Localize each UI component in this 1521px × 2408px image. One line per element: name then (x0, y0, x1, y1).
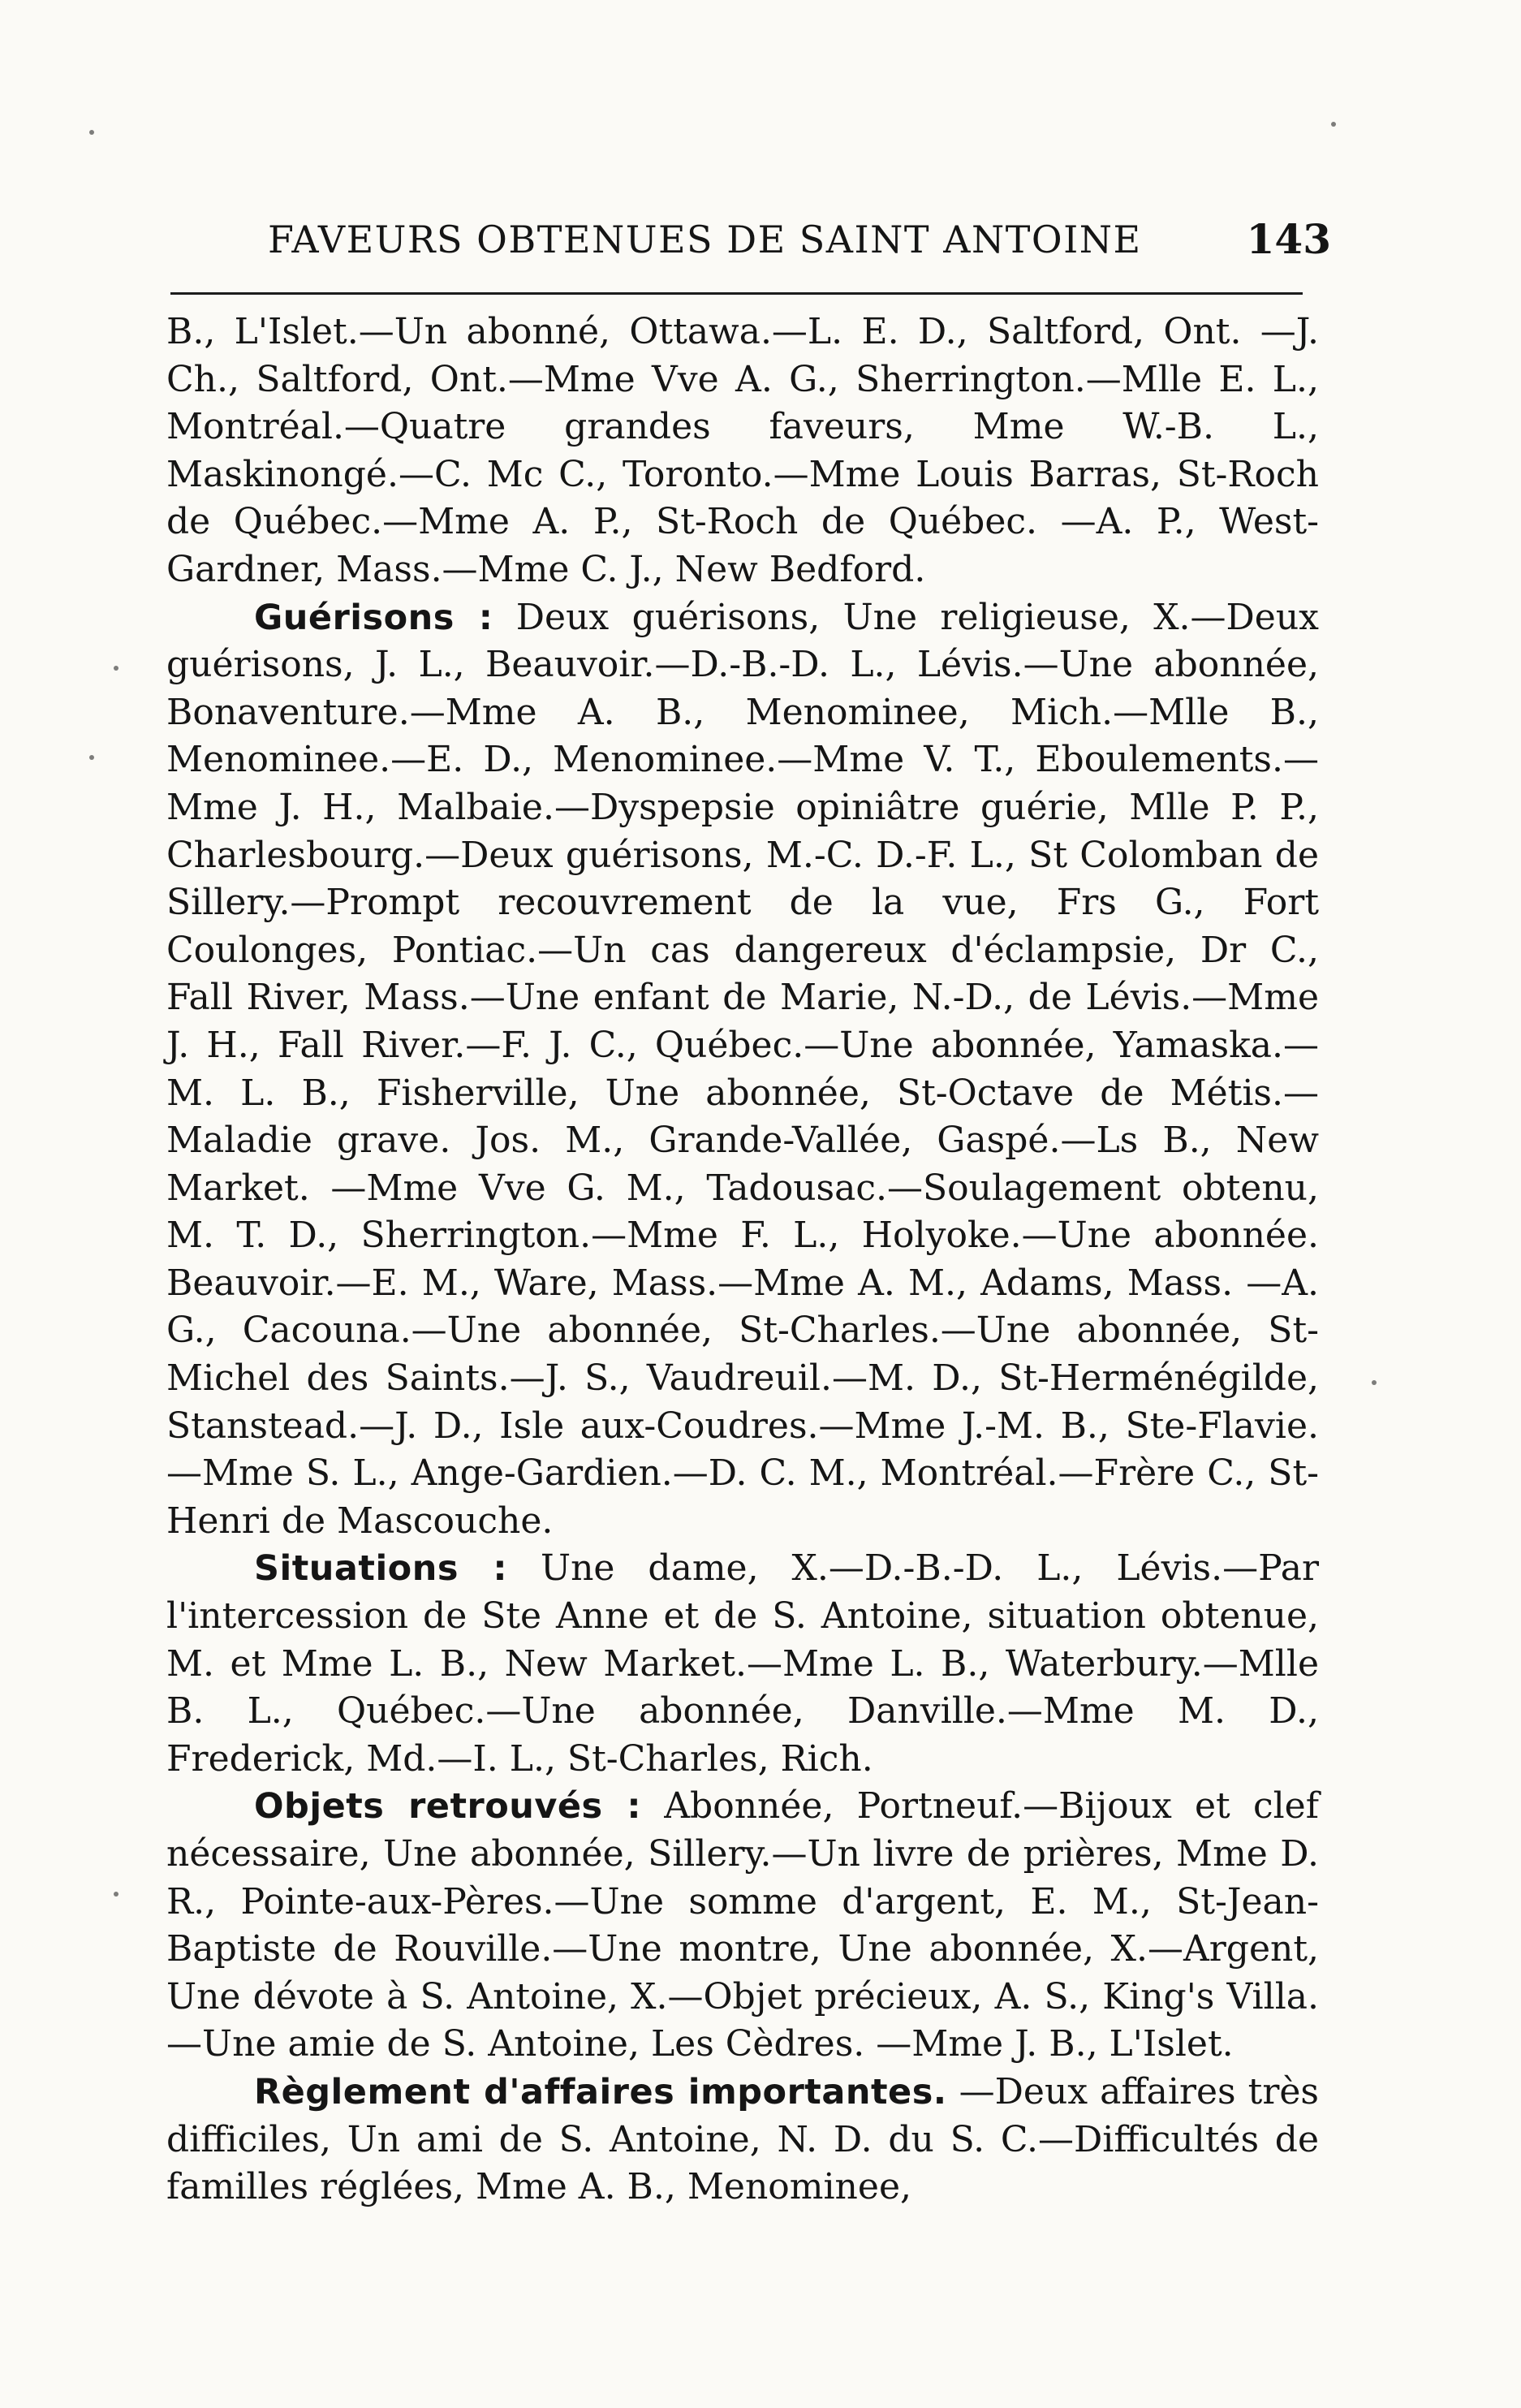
print-speck (1372, 1380, 1377, 1385)
section-text: Abonnée, Portneuf.—Bijoux et clef nécessaire, Une abonnée, Sillery.—Un livre de prières, Mme D. R., Pointe-aux-Pères.—Une somme d'argent, E. M., St-Jean-Baptiste de Rouville.—Une montre, Une abonnée, X.—Argent, Une dévote à S. Antoine, X.—Objet précieux, A. S., King's Villa.—Une amie de S. Antoine, Les Cèdres. —Mme J. B., L'Islet. (166, 1785, 1319, 2065)
section-text: B., L'Islet.—Un abonné, Ottawa.—L. E. D., Saltford, Ont. —J. Ch., Saltford, Ont.—Mme Vve A. G., Sherrington.—Mlle E. L., Montréal.—Quatre grandes faveurs, Mme W.-B. L., Maskinongé.—C. Mc C., Toronto.—Mme Louis Barras, St-Roch de Québec.—Mme A. P., St-Roch de Québec. —A. P., West-Gardner, Mass.—Mme C. J., New Bedford. (166, 311, 1319, 590)
section-heading: Règlement d'affaires importantes. (254, 2071, 947, 2112)
page-number: 143 (1246, 215, 1331, 263)
print-speck (114, 1892, 118, 1897)
page-header (268, 215, 1331, 272)
header-rule (170, 292, 1303, 295)
section-text: Deux guérisons, Une religieuse, X.—Deux guérisons, J. L., Beauvoir.—D.-B.-D. L., Lévis.—Une abonnée, Bonaventure.—Mme A. B., Menominee, Mich.—Mlle B., Menominee.—E. D., Menominee.—Mme V. T., Eboulements.—Mme J. H., Malbaie.—Dyspepsie opiniâtre guérie, Mlle P. P., Charlesbourg.—Deux guérisons, M.-C. D.-F. L., St Colomban de Sillery.—Prompt recouvrement de la vue, Frs G., Fort Coulonges, Pontiac.—Un cas dangereux d'éclampsie, Dr C., Fall River, Mass.—Une enfant de Marie, N.-D., de Lévis.—Mme J. H., Fall River.—F. J. C., Québec.—Une abonnée, Yamaska.—M. L. B., Fisherville, Une abonnée, St-Octave de Métis.—Maladie grave. Jos. M., Grande-Vallée, Gaspé.—Ls B., New Market. —Mme Vve G. M., Tadousac.—Soulagement obtenu, M. T. D., Sherrington.—Mme F. L., Holyoke.—Une abonnée. Beauvoir.—E. M., Ware, Mass.—Mme A. M., Adams, Mass. —A. G., Cacouna.—Une abonnée, St-Charles.—Une abonnée, St-Michel des Saints.—J. S., Vaudreuil.—M. D., St-Herménégilde, Stanstead.—J. D., Isle aux-Coudres.—Mme J.-M. B., Ste-Flavie.—Mme S. L., Ange-Gardien.—D. C. M., Montréal.—Frère C., St-Henri de Mascouche. (166, 596, 1319, 1542)
section-continued (166, 309, 1319, 594)
section-text: Une dame, X.—D.-B.-D. L., Lévis.—Par l'intercession de Ste Anne et de S. Antoine, situation obtenue, M. et Mme L. B., New Market.—Mme L. B., Waterbury.—Mlle B. L., Québec.—Une abonnée, Danville.—Mme M. D., Frederick, Md.—I. L., St-Charles, Rich. (166, 1547, 1319, 1780)
section-guerisons (166, 594, 1319, 1546)
body-text (166, 309, 1319, 2212)
section-heading: Guérisons : (254, 597, 493, 638)
print-speck (89, 755, 94, 760)
section-heading: Objets retrouvés : (254, 1786, 642, 1828)
section-heading: Situations : (254, 1548, 508, 1590)
section-reglement-affaires (166, 2069, 1319, 2212)
section-situations (166, 1545, 1319, 1783)
running-title: FAVEURS OBTENUES DE SAINT ANTOINE (268, 218, 1142, 261)
print-speck (1331, 122, 1336, 127)
print-speck (89, 130, 94, 135)
print-speck (114, 666, 118, 671)
section-objets-retrouves (166, 1783, 1319, 2069)
section-text: —Deux affaires très difficiles, Un ami de S. Antoine, N. D. du S. C.—Difficultés de familles réglées, Mme A. B., Menominee, (166, 2070, 1319, 2208)
